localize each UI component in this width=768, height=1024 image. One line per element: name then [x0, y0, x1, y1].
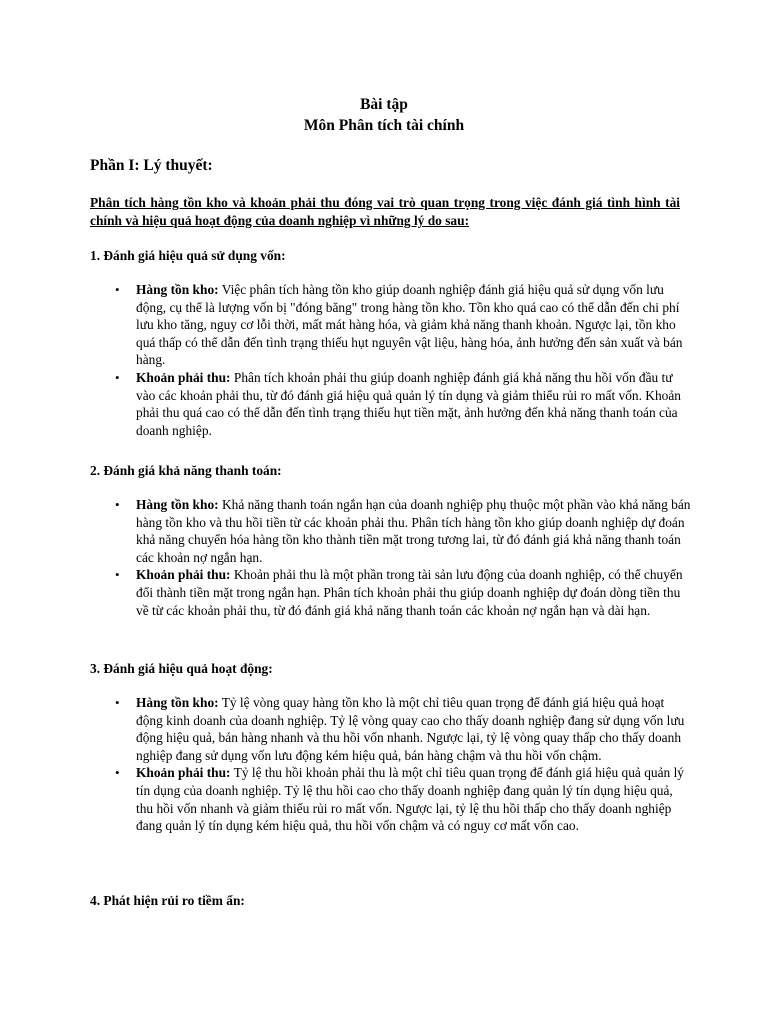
bullet-term: Hàng tồn kho: [136, 282, 219, 297]
section-3 [90, 660, 690, 835]
bullet-term: Khoản phải thu: [136, 765, 231, 781]
bullet-term: Khoản phải thu: [136, 369, 231, 385]
section-4 [90, 892, 690, 910]
section-2 [90, 462, 690, 619]
intro-paragraph: Phân tích hàng tồn kho và khoản phải thu đóng vai trò quan trọng trong việc đánh giá tình hình tài chính và hiệu quả hoạt động của doanh nghiệp vì những lý do sau: [90, 195, 680, 228]
bullet-icon: • [115, 369, 120, 385]
bullet-text: Khoản phải thu là một phần trong tài sản lưu động của doanh nghiệp, có thể chuyển đổi thành tiền mặt trong ngắn hạn. Phân tích khoản phải thu giúp doanh nghiệp dự đoán dòng tiền thu về từ các khoản phải thu, từ đó đánh giá khả năng thanh toán các khoản nợ ngắn hạn và dài hạn. [136, 567, 683, 618]
bullet-icon: • [115, 282, 120, 297]
section-heading: 3. Đánh giá hiệu quả hoạt động: [90, 661, 273, 676]
title-line-2: Môn Phân tích tài chính [303, 117, 465, 134]
bullet-list [90, 281, 690, 439]
section-heading: 4. Phát hiện rủi ro tiềm ẩn: [90, 893, 245, 908]
bullet-list [90, 496, 690, 619]
section-heading: 1. Đánh giá hiệu quả sử dụng vốn: [90, 248, 286, 263]
list-item [90, 369, 692, 439]
list-item [90, 764, 692, 834]
bullet-text: Phân tích khoản phải thu giúp doanh nghiệp đánh giá khả năng thu hồi vốn đầu tư vào các khoản phải thu, từ đó đánh giá hiệu quả quản lý tín dụng và giảm thiểu rủi ro mất vốn. Khoản phải thu quá cao có thể dẫn đến tình trạng thiếu hụt tiền mặt, ảnh hưởng đến khả năng thanh toán của doanh nghiệp. [136, 369, 681, 438]
title-line-1: Bài tập [360, 96, 408, 113]
bullet-icon: • [115, 567, 120, 583]
list-item [90, 496, 692, 566]
section-1 [90, 247, 690, 439]
bullet-term: Khoản phải thu: [136, 567, 231, 583]
part-heading: Phần I: Lý thuyết: [90, 157, 213, 174]
bullet-text: Tỷ lệ thu hồi khoản phải thu là một chỉ tiêu quan trọng để đánh giá hiệu quả quản lý tín dụng của doanh nghiệp. Tỷ lệ thu hồi cao cho thấy doanh nghiệp đang quản lý tín dụng hiệu quả, thu hồi vốn nhanh và giảm thiểu rủi ro mất vốn. Ngược lại, tỷ lệ thu hồi thấp cho thấy doanh nghiệp đang quản lý tín dụng kém hiệu quả, thu hồi vốn chậm và có nguy cơ mất vốn cao. [136, 765, 684, 834]
section-heading: 2. Đánh giá khả năng thanh toán: [90, 463, 282, 478]
list-item [90, 566, 692, 619]
list-item [90, 281, 692, 369]
bullet-text: Việc phân tích hàng tồn kho giúp doanh nghiệp đánh giá hiệu quả sử dụng vốn lưu động, cụ thể là lượng vốn bị "đóng băng" trong hàng tồn kho. Tồn kho quá cao có thể dẫn đến chi phí lưu kho tăng, nguy cơ lỗi thời, mất mát hàng hóa, và giảm khả năng thanh khoản. Ngược lại, tồn kho quá thấp có thể dẫn đến tình trạng thiếu hụt nguyên vật liệu, hàng hóa, ảnh hưởng đến sản xuất và bán hàng. [136, 282, 683, 368]
bullet-list [90, 694, 690, 835]
bullet-icon: • [115, 765, 120, 781]
bullet-text: Khả năng thanh toán ngắn hạn của doanh nghiệp phụ thuộc một phần vào khả năng bán hàng tồn kho và thu hồi tiền từ các khoản phải thu. Phân tích hàng tồn kho giúp doanh nghiệp dự đoán khả năng chuyển hóa hàng tồn kho thành tiền mặt trong tương lai, từ đó đánh giá khả năng thanh toán các khoản nợ ngắn hạn. [136, 497, 691, 565]
bullet-term: Hàng tồn kho: [136, 497, 219, 512]
list-item [90, 694, 692, 764]
bullet-icon: • [115, 497, 120, 512]
bullet-term: Hàng tồn kho: [136, 695, 219, 710]
document-title [0, 94, 768, 136]
bullet-icon: • [115, 695, 120, 710]
bullet-text: Tỷ lệ vòng quay hàng tồn kho là một chỉ tiêu quan trọng để đánh giá hiệu quả hoạt động kinh doanh của doanh nghiệp. Tỷ lệ vòng quay cao cho thấy doanh nghiệp đang sử dụng vốn lưu động hiệu quả, bán hàng nhanh và thu hồi vốn nhanh. Ngược lại, tỷ lệ vòng quay thấp cho thấy doanh nghiệp đang sử dụng vốn lưu động kém hiệu quả, bán hàng chậm và thu hồi vốn chậm. [136, 695, 685, 763]
